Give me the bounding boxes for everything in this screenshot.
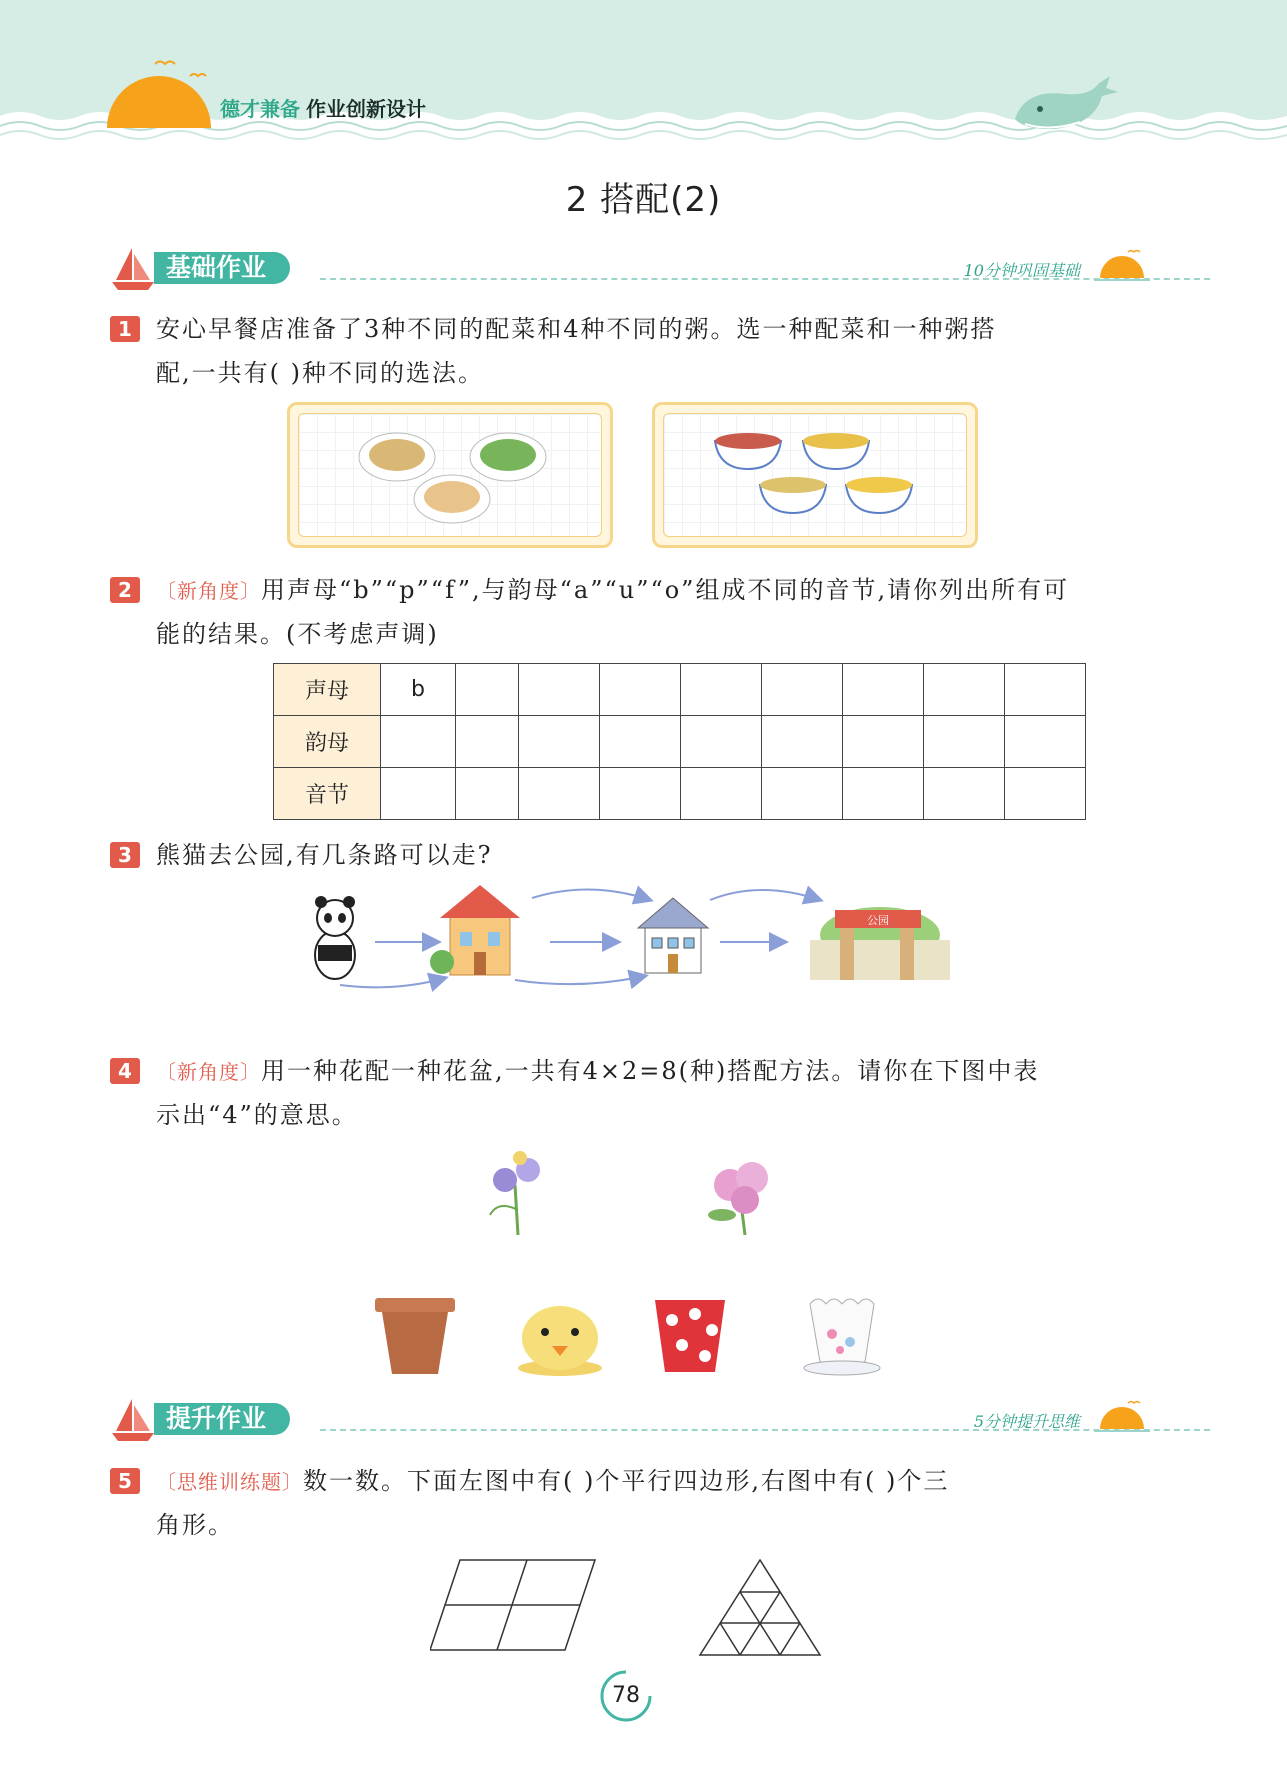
- question-text: [156, 575, 1069, 606]
- question-tag: 〔思维训练题〕: [156, 1470, 303, 1494]
- chick-pot-icon: [518, 1306, 602, 1376]
- parallelogram-figure: [430, 1560, 595, 1650]
- table-cell[interactable]: [600, 664, 681, 716]
- route-diagram: [300, 880, 960, 995]
- table-cell: b: [381, 664, 456, 716]
- table-cell[interactable]: [519, 716, 600, 768]
- table-row: [274, 768, 1086, 820]
- route-arrow: [532, 889, 650, 900]
- section-label: 基础作业: [154, 252, 290, 284]
- table-cell[interactable]: [519, 664, 600, 716]
- table-cell[interactable]: [681, 768, 762, 820]
- table-row: [274, 664, 1086, 716]
- table-cell[interactable]: [762, 664, 843, 716]
- porridge-picture: [652, 402, 978, 548]
- question-number: 1: [110, 316, 140, 342]
- question-number: 4: [110, 1058, 140, 1084]
- flowers-picture: [460, 1140, 800, 1240]
- question-text: [156, 1466, 949, 1497]
- page-number: 78: [612, 1683, 640, 1708]
- brand-secondary: 作业创新设计: [306, 97, 426, 121]
- route-arrow: [710, 890, 820, 900]
- question-text: [156, 1056, 1039, 1087]
- whale-icon: [1010, 74, 1120, 134]
- question-text: 熊猫去公园,有几条路可以走?: [156, 841, 493, 869]
- table-cell[interactable]: [843, 716, 924, 768]
- question-text-body: 用声母“b”“p”“f”,与韵母“a”“u”“o”组成不同的音节,请你列出所有可: [261, 576, 1070, 604]
- question-text: 角形。: [156, 1511, 234, 1539]
- row-header: 音节: [274, 768, 381, 820]
- floral-pot-icon: [804, 1299, 880, 1375]
- polka-dot-pot-icon: [655, 1300, 725, 1372]
- question-tag: 〔新角度〕: [156, 1060, 261, 1084]
- section-banner-basic: [110, 246, 1150, 296]
- brand-title: [220, 93, 426, 122]
- table-cell[interactable]: [519, 768, 600, 820]
- question-text: 安心早餐店准备了3种不同的配菜和4种不同的粥。选一种配菜和一种粥搭: [156, 315, 997, 343]
- question-tag: 〔新角度〕: [156, 579, 261, 603]
- table-cell[interactable]: [456, 716, 519, 768]
- table-cell[interactable]: [681, 664, 762, 716]
- table-cell[interactable]: [762, 716, 843, 768]
- table-cell[interactable]: [1005, 716, 1086, 768]
- question-number: 5: [110, 1468, 140, 1494]
- park-sign: 公园: [867, 914, 889, 927]
- question-number: 3: [110, 842, 140, 868]
- azalea-flower-icon: [708, 1162, 768, 1235]
- row-header: 韵母: [274, 716, 381, 768]
- flower-pots-picture: [370, 1290, 890, 1380]
- table-cell[interactable]: [924, 716, 1005, 768]
- table-cell[interactable]: [1005, 664, 1086, 716]
- park-gate-icon: [810, 907, 950, 980]
- question-number: 2: [110, 577, 140, 603]
- table-cell[interactable]: [843, 768, 924, 820]
- clay-pot-icon: [375, 1298, 455, 1374]
- route-arrow: [340, 978, 445, 987]
- table-cell[interactable]: [600, 768, 681, 820]
- question-text: 能的结果。(不考虑声调): [156, 620, 439, 648]
- brand-primary: 德才兼备: [220, 97, 300, 121]
- panda-icon: [315, 896, 355, 979]
- route-arrow: [515, 976, 645, 984]
- question-text-body: 用一种花配一种花盆,一共有4×2=8(种)搭配方法。请你在下图中表: [261, 1057, 1040, 1085]
- table-cell[interactable]: [1005, 768, 1086, 820]
- question-text: 示出“4”的意思。: [156, 1101, 358, 1129]
- table-cell[interactable]: [843, 664, 924, 716]
- section-banner-advanced: [110, 1397, 1150, 1447]
- triangle-figure: [700, 1560, 820, 1655]
- dish-plates-icon: [290, 405, 610, 545]
- table-cell[interactable]: [600, 716, 681, 768]
- pinyin-table: [273, 663, 1086, 820]
- table-row: [274, 716, 1086, 768]
- table-cell[interactable]: [456, 768, 519, 820]
- sailboat-icon: [110, 246, 156, 292]
- iris-flower-icon: [490, 1151, 540, 1235]
- table-cell[interactable]: [924, 768, 1005, 820]
- section-label: 提升作业: [154, 1403, 290, 1435]
- house-icon: [430, 885, 520, 975]
- sun-icon: [1094, 248, 1150, 284]
- sun-logo-icon: [105, 56, 215, 128]
- section-tip: 10分钟巩固基础: [963, 261, 1080, 280]
- table-cell[interactable]: [681, 716, 762, 768]
- question-text: 配,一共有( )种不同的选法。: [156, 359, 484, 387]
- question-text-body: 数一数。下面左图中有( )个平行四边形,右图中有( )个三: [303, 1467, 950, 1495]
- table-cell[interactable]: [456, 664, 519, 716]
- side-dishes-picture: [287, 402, 613, 548]
- house-icon: [638, 898, 708, 973]
- table-cell[interactable]: [762, 768, 843, 820]
- section-tip: 5分钟提升思维: [973, 1412, 1080, 1431]
- table-cell[interactable]: [924, 664, 1005, 716]
- row-header: 声母: [274, 664, 381, 716]
- sun-icon: [1094, 1399, 1150, 1435]
- table-cell[interactable]: [381, 716, 456, 768]
- porridge-bowls-icon: [655, 405, 975, 545]
- geometry-figures: [430, 1555, 830, 1660]
- table-cell[interactable]: [381, 768, 456, 820]
- page-title: 2 搭配(2): [565, 180, 722, 220]
- sailboat-icon: [110, 1397, 156, 1443]
